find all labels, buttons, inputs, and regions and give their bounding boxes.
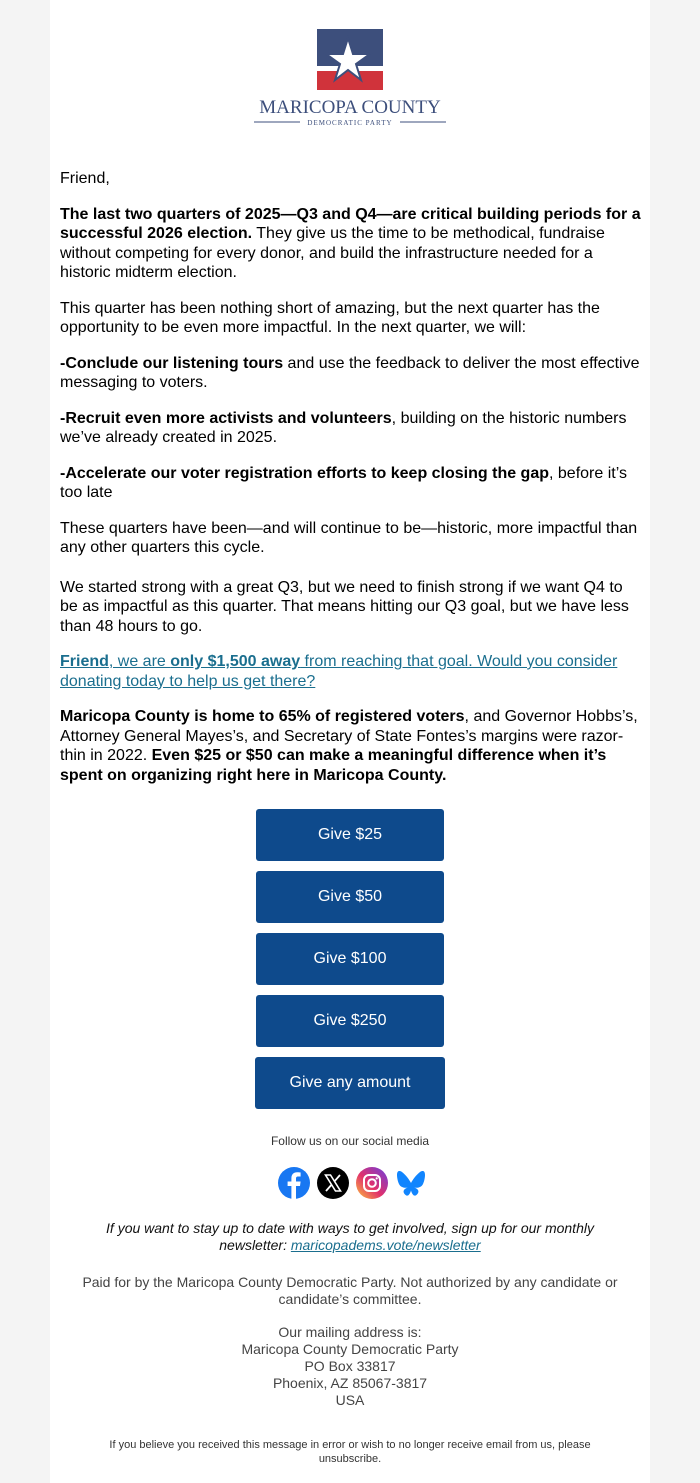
paragraph-5-bold-2: Even $25 or $50 can make a meaningful difference when it’s spent on organizing right here in Maricopa County. <box>60 747 607 784</box>
paragraph-4: We started strong with a great Q3, but we need to finish strong if we want Q4 to be as impactful as this quarter. That means hitting our Q3 goal, but we have less than 48 hours to go. <box>60 578 629 635</box>
message-content <box>60 169 642 801</box>
facebook-icon[interactable] <box>277 1166 311 1200</box>
paragraph-2: This quarter has been nothing short of amazing, but the next quarter has the opportunity to be even more impactful. In the next quarter, we will: <box>60 299 600 336</box>
email-body <box>50 0 650 1483</box>
paragraph-3: These quarters have been—and will continue to be—historic, more impactful than any other quarters this cycle. <box>60 519 638 556</box>
paragraph-5-bold-1: Maricopa County is home to 65% of registered voters <box>60 708 465 725</box>
address-line-2: PO Box 33817 <box>304 1358 396 1374</box>
star-flag-icon <box>250 26 450 126</box>
instagram-icon[interactable] <box>355 1166 389 1200</box>
newsletter-text: If you want to stay up to date with ways to get involved, sign up for our monthly newsletter: <box>106 1220 594 1253</box>
give-250-button[interactable]: Give $250 <box>256 995 444 1047</box>
bullet-1-text: and use the feedback to deliver the most effective messaging to voters. <box>60 354 640 391</box>
address-line-4: USA <box>335 1392 365 1408</box>
newsletter-link[interactable]: maricopadems.vote/newsletter <box>290 1237 481 1253</box>
x-icon[interactable] <box>316 1166 350 1200</box>
paid-for-disclaimer: Paid for by the Maricopa County Democratic Party. Not authorized by any candidate or candidate’s committee. <box>82 1274 618 1307</box>
give-100-button[interactable]: Give $100 <box>256 933 444 985</box>
address-line-3: Phoenix, AZ 85067-3817 <box>272 1375 428 1391</box>
social-links <box>277 1166 423 1202</box>
ask-amount: only $1,500 away <box>170 653 301 670</box>
mailing-address <box>50 1324 650 1409</box>
social-heading: Follow us on our social media <box>270 1134 430 1148</box>
bullet-3-text: , before it’s too late <box>60 464 627 501</box>
bullet-3 <box>60 464 642 503</box>
donate-ask-link[interactable] <box>60 652 642 691</box>
bullet-2-text: , building on the historic numbers we’ve already created in 2025. <box>60 409 627 446</box>
newsletter-note <box>90 1220 610 1254</box>
give-25-button[interactable]: Give $25 <box>256 809 444 861</box>
bluesky-icon[interactable] <box>394 1166 428 1200</box>
ask-text-2: from reaching that goal. Would you consider donating today to help us get there? <box>60 653 618 690</box>
paragraph-5 <box>60 707 642 785</box>
bullet-2-bold: -Recruit even more activists and volunteers <box>60 409 392 427</box>
ask-text-1: , we are <box>108 653 171 670</box>
address-label: Our mailing address is: <box>278 1324 422 1340</box>
party-logo[interactable] <box>50 26 650 126</box>
paragraph-5-text: , and Governor Hobbs’s, Attorney General Mayes’s, and Secretary of State Fontes’s margins were razor-thin in 2022. <box>60 708 638 764</box>
unsubscribe-note[interactable]: If you believe you received this message in error or wish to no longer receive email from us, please unsubscribe. <box>109 1439 591 1465</box>
bullet-1-bold: -Conclude our listening tours <box>60 354 284 372</box>
bullet-1 <box>60 354 642 393</box>
bullet-3-bold: -Accelerate our voter registration efforts to keep closing the gap <box>60 464 549 482</box>
greeting: Friend, <box>60 170 110 187</box>
paragraph-1-bold: The last two quarters of 2025—Q3 and Q4—are critical building periods for a successful 2026 election. <box>60 205 641 242</box>
logo-title: MARICOPA COUNTY <box>259 97 441 118</box>
logo-subtitle: DEMOCRATIC PARTY <box>307 119 393 126</box>
paragraph-1 <box>60 205 642 283</box>
give-50-button[interactable]: Give $50 <box>256 871 444 923</box>
paragraph-1-text: They give us the time to be methodical, fundraise without competing for every donor, and build the infrastructure needed for a historic midterm election. <box>60 225 605 281</box>
give-any-amount-button[interactable]: Give any amount <box>255 1057 445 1109</box>
ask-name: Friend <box>60 653 109 670</box>
bullet-2 <box>60 409 642 448</box>
address-line-1: Maricopa County Democratic Party <box>241 1341 459 1357</box>
